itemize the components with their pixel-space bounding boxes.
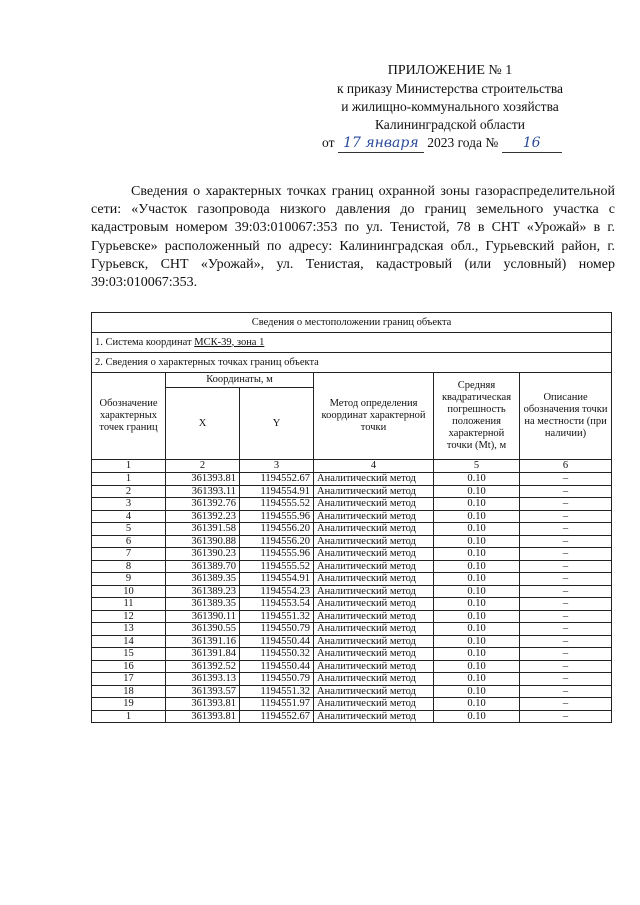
description-cell: – bbox=[520, 523, 612, 536]
method-cell: Аналитический метод bbox=[314, 473, 434, 486]
x-coordinate-cell: 361393.11 bbox=[166, 485, 240, 498]
y-coordinate-cell: 1194552.67 bbox=[240, 710, 314, 723]
x-coordinate-cell: 361389.70 bbox=[166, 560, 240, 573]
point-id-cell: 19 bbox=[92, 698, 166, 711]
point-id-cell: 14 bbox=[92, 635, 166, 648]
column-number: 5 bbox=[434, 460, 520, 473]
y-coordinate-cell: 1194550.79 bbox=[240, 623, 314, 636]
header-y: Y bbox=[240, 388, 314, 460]
x-coordinate-cell: 361391.84 bbox=[166, 648, 240, 661]
x-coordinate-cell: 361390.55 bbox=[166, 623, 240, 636]
table-row bbox=[92, 485, 612, 498]
error-cell: 0.10 bbox=[434, 660, 520, 673]
error-cell: 0.10 bbox=[434, 710, 520, 723]
header-x: X bbox=[166, 388, 240, 460]
y-coordinate-cell: 1194552.67 bbox=[240, 473, 314, 486]
column-number: 6 bbox=[520, 460, 612, 473]
point-id-cell: 15 bbox=[92, 648, 166, 661]
point-id-cell: 9 bbox=[92, 573, 166, 586]
description-cell: – bbox=[520, 473, 612, 486]
x-coordinate-cell: 361391.58 bbox=[166, 523, 240, 536]
point-id-cell: 4 bbox=[92, 510, 166, 523]
point-id-cell: 1 bbox=[92, 710, 166, 723]
handwritten-order-number: 16 bbox=[502, 134, 562, 153]
x-coordinate-cell: 361390.23 bbox=[166, 548, 240, 561]
description-cell: – bbox=[520, 573, 612, 586]
method-cell: Аналитический метод bbox=[314, 560, 434, 573]
table-row bbox=[92, 535, 612, 548]
method-cell: Аналитический метод bbox=[314, 498, 434, 511]
y-coordinate-cell: 1194550.44 bbox=[240, 660, 314, 673]
table-row bbox=[92, 648, 612, 661]
method-cell: Аналитический метод bbox=[314, 635, 434, 648]
table-row bbox=[92, 523, 612, 536]
x-coordinate-cell: 361389.35 bbox=[166, 598, 240, 611]
method-cell: Аналитический метод bbox=[314, 673, 434, 686]
error-cell: 0.10 bbox=[434, 623, 520, 636]
error-cell: 0.10 bbox=[434, 473, 520, 486]
point-id-cell: 17 bbox=[92, 673, 166, 686]
error-cell: 0.10 bbox=[434, 610, 520, 623]
description-cell: – bbox=[520, 535, 612, 548]
y-coordinate-cell: 1194553.54 bbox=[240, 598, 314, 611]
header-point-designation: Обозначение характерных точек границ bbox=[92, 373, 166, 460]
error-cell: 0.10 bbox=[434, 598, 520, 611]
method-cell: Аналитический метод bbox=[314, 610, 434, 623]
method-cell: Аналитический метод bbox=[314, 585, 434, 598]
y-coordinate-cell: 1194550.32 bbox=[240, 648, 314, 661]
y-coordinate-cell: 1194555.96 bbox=[240, 548, 314, 561]
column-number: 4 bbox=[314, 460, 434, 473]
description-cell: – bbox=[520, 635, 612, 648]
header-line-2: и жилищно-коммунального хозяйства bbox=[341, 99, 559, 114]
intro-paragraph bbox=[91, 183, 615, 292]
header-method: Метод определения координат характерной точки bbox=[314, 373, 434, 460]
x-coordinate-cell: 361393.57 bbox=[166, 685, 240, 698]
x-coordinate-cell: 361393.13 bbox=[166, 673, 240, 686]
error-cell: 0.10 bbox=[434, 673, 520, 686]
coordinate-system-value: МСК-39, зона 1 bbox=[194, 336, 265, 348]
y-coordinate-cell: 1194556.20 bbox=[240, 523, 314, 536]
method-cell: Аналитический метод bbox=[314, 510, 434, 523]
y-coordinate-cell: 1194551.32 bbox=[240, 610, 314, 623]
error-cell: 0.10 bbox=[434, 585, 520, 598]
method-cell: Аналитический метод bbox=[314, 523, 434, 536]
x-coordinate-cell: 361392.76 bbox=[166, 498, 240, 511]
y-coordinate-cell: 1194555.52 bbox=[240, 560, 314, 573]
header-line-1: к приказу Министерства строительства bbox=[336, 81, 564, 96]
column-number: 3 bbox=[240, 460, 314, 473]
handwritten-date: 17 января bbox=[338, 134, 424, 153]
error-cell: 0.10 bbox=[434, 560, 520, 573]
table-caption: Сведения о местоположении границ объекта bbox=[92, 313, 612, 333]
table-row bbox=[92, 710, 612, 723]
order-date-line bbox=[300, 134, 600, 153]
y-coordinate-cell: 1194550.79 bbox=[240, 673, 314, 686]
date-prefix: от bbox=[322, 135, 335, 150]
method-cell: Аналитический метод bbox=[314, 573, 434, 586]
x-coordinate-cell: 361389.35 bbox=[166, 573, 240, 586]
point-id-cell: 12 bbox=[92, 610, 166, 623]
table-row bbox=[92, 660, 612, 673]
description-cell: – bbox=[520, 673, 612, 686]
boundary-points-table bbox=[91, 312, 612, 723]
point-id-cell: 5 bbox=[92, 523, 166, 536]
description-cell: – bbox=[520, 698, 612, 711]
point-id-cell: 3 bbox=[92, 498, 166, 511]
coordinate-system-row bbox=[92, 333, 612, 353]
y-coordinate-cell: 1194556.20 bbox=[240, 535, 314, 548]
document-header bbox=[300, 62, 600, 153]
x-coordinate-cell: 361392.52 bbox=[166, 660, 240, 673]
y-coordinate-cell: 1194554.91 bbox=[240, 485, 314, 498]
error-cell: 0.10 bbox=[434, 685, 520, 698]
x-coordinate-cell: 361390.88 bbox=[166, 535, 240, 548]
description-cell: – bbox=[520, 585, 612, 598]
description-cell: – bbox=[520, 610, 612, 623]
point-id-cell: 18 bbox=[92, 685, 166, 698]
column-numbers-row bbox=[92, 460, 612, 473]
table-row bbox=[92, 560, 612, 573]
method-cell: Аналитический метод bbox=[314, 485, 434, 498]
point-id-cell: 7 bbox=[92, 548, 166, 561]
error-cell: 0.10 bbox=[434, 498, 520, 511]
header-error: Средняя квадратическая погрешность положения характерной точки (Мt), м bbox=[434, 373, 520, 460]
description-cell: – bbox=[520, 548, 612, 561]
method-cell: Аналитический метод bbox=[314, 598, 434, 611]
table-row bbox=[92, 698, 612, 711]
point-id-cell: 6 bbox=[92, 535, 166, 548]
column-number: 2 bbox=[166, 460, 240, 473]
error-cell: 0.10 bbox=[434, 523, 520, 536]
point-id-cell: 1 bbox=[92, 473, 166, 486]
method-cell: Аналитический метод bbox=[314, 623, 434, 636]
x-coordinate-cell: 361392.23 bbox=[166, 510, 240, 523]
table-row bbox=[92, 610, 612, 623]
method-cell: Аналитический метод bbox=[314, 660, 434, 673]
column-number: 1 bbox=[92, 460, 166, 473]
description-cell: – bbox=[520, 648, 612, 661]
description-cell: – bbox=[520, 498, 612, 511]
description-cell: – bbox=[520, 485, 612, 498]
point-id-cell: 2 bbox=[92, 485, 166, 498]
point-id-cell: 13 bbox=[92, 623, 166, 636]
error-cell: 0.10 bbox=[434, 485, 520, 498]
intro-text: Сведения о характерных точках границ охранной зоны газораспределительной сети: «Участок газопровода низкого давления до границ земельного участка с кадастровым номером 39:03:010067:353 по ул. Тенистой, 78 в СНТ «Урожай» в г. Гурьевске» расположенный по адресу: Калининградская обл., Гурьевский район, г. Гурьевск, СНТ «Урожай», ул. Тенистая, кадастровый (или условный) номер 39:03:010067:353. bbox=[91, 184, 615, 291]
table-row bbox=[92, 598, 612, 611]
x-coordinate-cell: 361393.81 bbox=[166, 473, 240, 486]
table-row bbox=[92, 473, 612, 486]
x-coordinate-cell: 361393.81 bbox=[166, 698, 240, 711]
method-cell: Аналитический метод bbox=[314, 535, 434, 548]
header-coordinates: Координаты, м bbox=[166, 373, 314, 388]
error-cell: 0.10 bbox=[434, 573, 520, 586]
description-cell: – bbox=[520, 510, 612, 523]
description-cell: – bbox=[520, 660, 612, 673]
description-cell: – bbox=[520, 685, 612, 698]
error-cell: 0.10 bbox=[434, 698, 520, 711]
points-section-row: 2. Сведения о характерных точках границ объекта bbox=[92, 353, 612, 373]
appendix-title: ПРИЛОЖЕНИЕ № 1 bbox=[387, 63, 513, 78]
error-cell: 0.10 bbox=[434, 648, 520, 661]
table-row bbox=[92, 548, 612, 561]
description-cell: – bbox=[520, 560, 612, 573]
error-cell: 0.10 bbox=[434, 548, 520, 561]
x-coordinate-cell: 361391.16 bbox=[166, 635, 240, 648]
table-row bbox=[92, 623, 612, 636]
header-description: Описание обозначения точки на местности (при наличии) bbox=[520, 373, 612, 460]
method-cell: Аналитический метод bbox=[314, 698, 434, 711]
point-id-cell: 8 bbox=[92, 560, 166, 573]
y-coordinate-cell: 1194555.52 bbox=[240, 498, 314, 511]
y-coordinate-cell: 1194551.32 bbox=[240, 685, 314, 698]
y-coordinate-cell: 1194555.96 bbox=[240, 510, 314, 523]
error-cell: 0.10 bbox=[434, 510, 520, 523]
x-coordinate-cell: 361389.23 bbox=[166, 585, 240, 598]
error-cell: 0.10 bbox=[434, 535, 520, 548]
y-coordinate-cell: 1194551.97 bbox=[240, 698, 314, 711]
error-cell: 0.10 bbox=[434, 635, 520, 648]
table-row bbox=[92, 510, 612, 523]
y-coordinate-cell: 1194554.91 bbox=[240, 573, 314, 586]
description-cell: – bbox=[520, 710, 612, 723]
table-row bbox=[92, 585, 612, 598]
table-row bbox=[92, 685, 612, 698]
description-cell: – bbox=[520, 598, 612, 611]
year-text: 2023 года № bbox=[427, 135, 499, 150]
method-cell: Аналитический метод bbox=[314, 710, 434, 723]
table-row bbox=[92, 498, 612, 511]
table-row bbox=[92, 673, 612, 686]
method-cell: Аналитический метод bbox=[314, 648, 434, 661]
method-cell: Аналитический метод bbox=[314, 685, 434, 698]
point-id-cell: 10 bbox=[92, 585, 166, 598]
x-coordinate-cell: 361393.81 bbox=[166, 710, 240, 723]
x-coordinate-cell: 361390.11 bbox=[166, 610, 240, 623]
table-row bbox=[92, 573, 612, 586]
description-cell: – bbox=[520, 623, 612, 636]
point-id-cell: 11 bbox=[92, 598, 166, 611]
y-coordinate-cell: 1194550.44 bbox=[240, 635, 314, 648]
y-coordinate-cell: 1194554.23 bbox=[240, 585, 314, 598]
coordinate-system-label: 1. Система координат bbox=[95, 336, 192, 348]
table-row bbox=[92, 635, 612, 648]
header-line-3: Калининградской области bbox=[374, 117, 526, 132]
point-id-cell: 16 bbox=[92, 660, 166, 673]
method-cell: Аналитический метод bbox=[314, 548, 434, 561]
